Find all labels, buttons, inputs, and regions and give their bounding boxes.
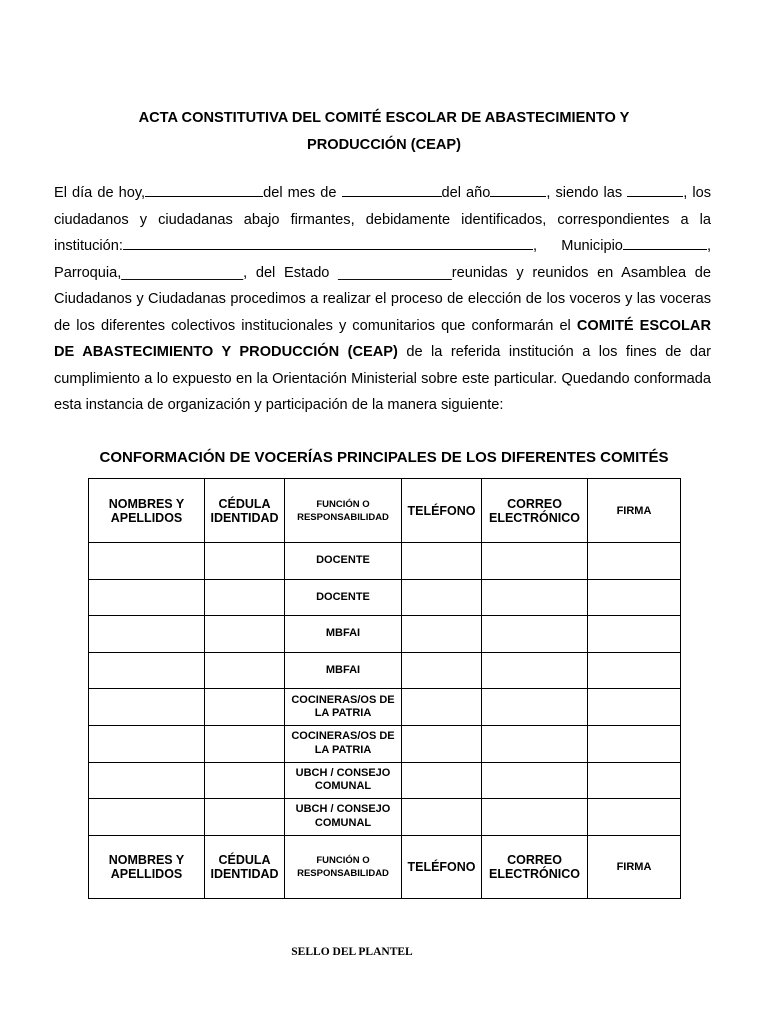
correo-cell[interactable] (482, 579, 588, 616)
nombres-cell[interactable] (89, 543, 205, 580)
footer-header-funcion: FUNCIÓN O RESPONSABILIDAD (285, 835, 402, 898)
document-title (54, 105, 714, 159)
table-footer-header-row (89, 835, 681, 898)
year-blank[interactable] (490, 183, 546, 197)
table-header-row (89, 479, 681, 543)
intro-text: El día de hoy, (54, 185, 146, 201)
header-cedula: CÉDULA IDENTIDAD (205, 479, 285, 543)
cedula-cell[interactable] (205, 652, 285, 689)
correo-cell[interactable] (482, 799, 588, 836)
role-cell: UBCH / CONSEJO COMUNAL (285, 762, 402, 799)
table-row (89, 616, 681, 653)
parroquia-text: Parroquia,_______________, del Estado ______________reunidas y reunidos en Asamblea de Ciudadanos y Ciudadanas procedimos a realizar el proceso de elección de los voceros y las voceras de los diferentes colectivos institucionales y comunitarios que conformarán el (54, 264, 711, 334)
header-correo: CORREO ELECTRÓNICO (482, 479, 588, 543)
table-row (89, 689, 681, 726)
telefono-cell[interactable] (402, 579, 482, 616)
cedula-cell[interactable] (205, 543, 285, 580)
nombres-cell[interactable] (89, 799, 205, 836)
firma-cell[interactable] (588, 543, 681, 580)
title-line-2: PRODUCCIÓN (CEAP) (306, 137, 462, 153)
act-paragraph: El día de hoy, del mes de del año , siendo las , los ciudadanos y ciudadanas abajo firmantes, debidamente identificados, correspondientes a la institución: , Municipio , Parroquia,_______________, del Estado ______________reunidas y reunidos en Asamblea de Ciudadanos y Ciudadanas procedimos a realizar el proceso de elección de los voceros y las voceras de los diferentes colectivos institucionales y comunitarios que conformarán el COMITÉ ESCOLAR DE ABASTECIMIENTO Y PRODUCCIÓN (CEAP) de la referida institución a los fines de dar cumplimiento a lo expuesto en la Orientación Ministerial sobre este particular. Quedando conformada esta instancia de organización y participación de la manera siguiente: (54, 185, 712, 413)
institution-blank-1[interactable] (123, 236, 241, 250)
role-cell: DOCENTE (285, 543, 402, 580)
nombres-cell[interactable] (89, 579, 205, 616)
header-funcion: FUNCIÓN O RESPONSABILIDAD (285, 479, 402, 543)
nombres-cell[interactable] (89, 652, 205, 689)
correo-cell[interactable] (482, 762, 588, 799)
correo-cell[interactable] (482, 725, 588, 762)
firma-cell[interactable] (588, 579, 681, 616)
role-cell: MBFAI (285, 652, 402, 689)
firma-cell[interactable] (588, 725, 681, 762)
cedula-cell[interactable] (205, 689, 285, 726)
telefono-cell[interactable] (402, 652, 482, 689)
closing-text: de la referida institución a los fines de dar cumplimiento a lo expuesto en la Orientación Ministerial sobre este particular. Quedando conformada esta instancia de organización y participación de la manera siguiente: (54, 344, 711, 413)
correo-cell[interactable] (482, 689, 588, 726)
role-cell: COCINERAS/OS DE LA PATRIA (285, 689, 402, 726)
table-row (89, 725, 681, 762)
voceros-table (88, 478, 681, 899)
municipio-text: , Municipio (532, 238, 623, 254)
firma-cell[interactable] (588, 652, 681, 689)
cedula-cell[interactable] (205, 725, 285, 762)
role-cell: MBFAI (285, 616, 402, 653)
correo-cell[interactable] (482, 652, 588, 689)
telefono-cell[interactable] (402, 616, 482, 653)
footer-header-firma: FIRMA (588, 835, 681, 898)
nombres-cell[interactable] (89, 689, 205, 726)
footer-header-nombres: NOMBRES Y APELLIDOS (89, 835, 205, 898)
correo-cell[interactable] (482, 616, 588, 653)
firma-cell[interactable] (588, 799, 681, 836)
institution-blank-2[interactable] (241, 236, 533, 250)
committee-name: COMITÉ ESCOLAR DE ABASTECIMIENTO Y PRODUCCIÓN (CEAP) (54, 317, 712, 360)
telefono-cell[interactable] (402, 762, 482, 799)
table-row (89, 652, 681, 689)
nombres-cell[interactable] (89, 616, 205, 653)
telefono-cell[interactable] (402, 689, 482, 726)
table-row (89, 762, 681, 799)
cedula-cell[interactable] (205, 799, 285, 836)
header-nombres: NOMBRES Y APELLIDOS (89, 479, 205, 543)
day-blank[interactable] (145, 183, 263, 197)
table-row (89, 799, 681, 836)
firma-cell[interactable] (588, 616, 681, 653)
telefono-cell[interactable] (402, 725, 482, 762)
nombres-cell[interactable] (89, 725, 205, 762)
nombres-cell[interactable] (89, 762, 205, 799)
telefono-cell[interactable] (402, 543, 482, 580)
cedula-cell[interactable] (205, 762, 285, 799)
municipio-blank[interactable] (623, 236, 707, 250)
role-cell: UBCH / CONSEJO COMUNAL (285, 799, 402, 836)
footer-header-telefono: TELÉFONO (402, 835, 482, 898)
title-line-1: ACTA CONSTITUTIVA DEL COMITÉ ESCOLAR DE ABASTECIMIENTO Y (138, 110, 630, 126)
firma-cell[interactable] (588, 762, 681, 799)
cedula-cell[interactable] (205, 579, 285, 616)
firma-cell[interactable] (588, 689, 681, 726)
header-telefono: TELÉFONO (402, 479, 482, 543)
month-blank[interactable] (342, 183, 442, 197)
footer-header-cedula: CÉDULA IDENTIDAD (205, 835, 285, 898)
month-text: del mes de (263, 185, 337, 201)
year-text: del año (441, 185, 491, 201)
table-row (89, 543, 681, 580)
telefono-cell[interactable] (402, 799, 482, 836)
hour-text: , siendo las (546, 185, 623, 201)
cedula-cell[interactable] (205, 616, 285, 653)
role-cell: COCINERAS/OS DE LA PATRIA (285, 725, 402, 762)
hour-blank[interactable] (627, 183, 683, 197)
table-title: CONFORMACIÓN DE VOCERÍAS PRINCIPALES DE LOS DIFERENTES COMITÉS (99, 449, 669, 466)
school-stamp-label: SELLO DEL PLANTEL (291, 946, 413, 958)
table-row (89, 579, 681, 616)
citizens-text: los ciudadanos y ciudadanas abajo firmantes, debidamente identificados, correspondientes a la institución: (54, 185, 711, 254)
header-firma: FIRMA (588, 479, 681, 543)
footer-header-correo: CORREO ELECTRÓNICO (482, 835, 588, 898)
correo-cell[interactable] (482, 543, 588, 580)
role-cell: DOCENTE (285, 579, 402, 616)
